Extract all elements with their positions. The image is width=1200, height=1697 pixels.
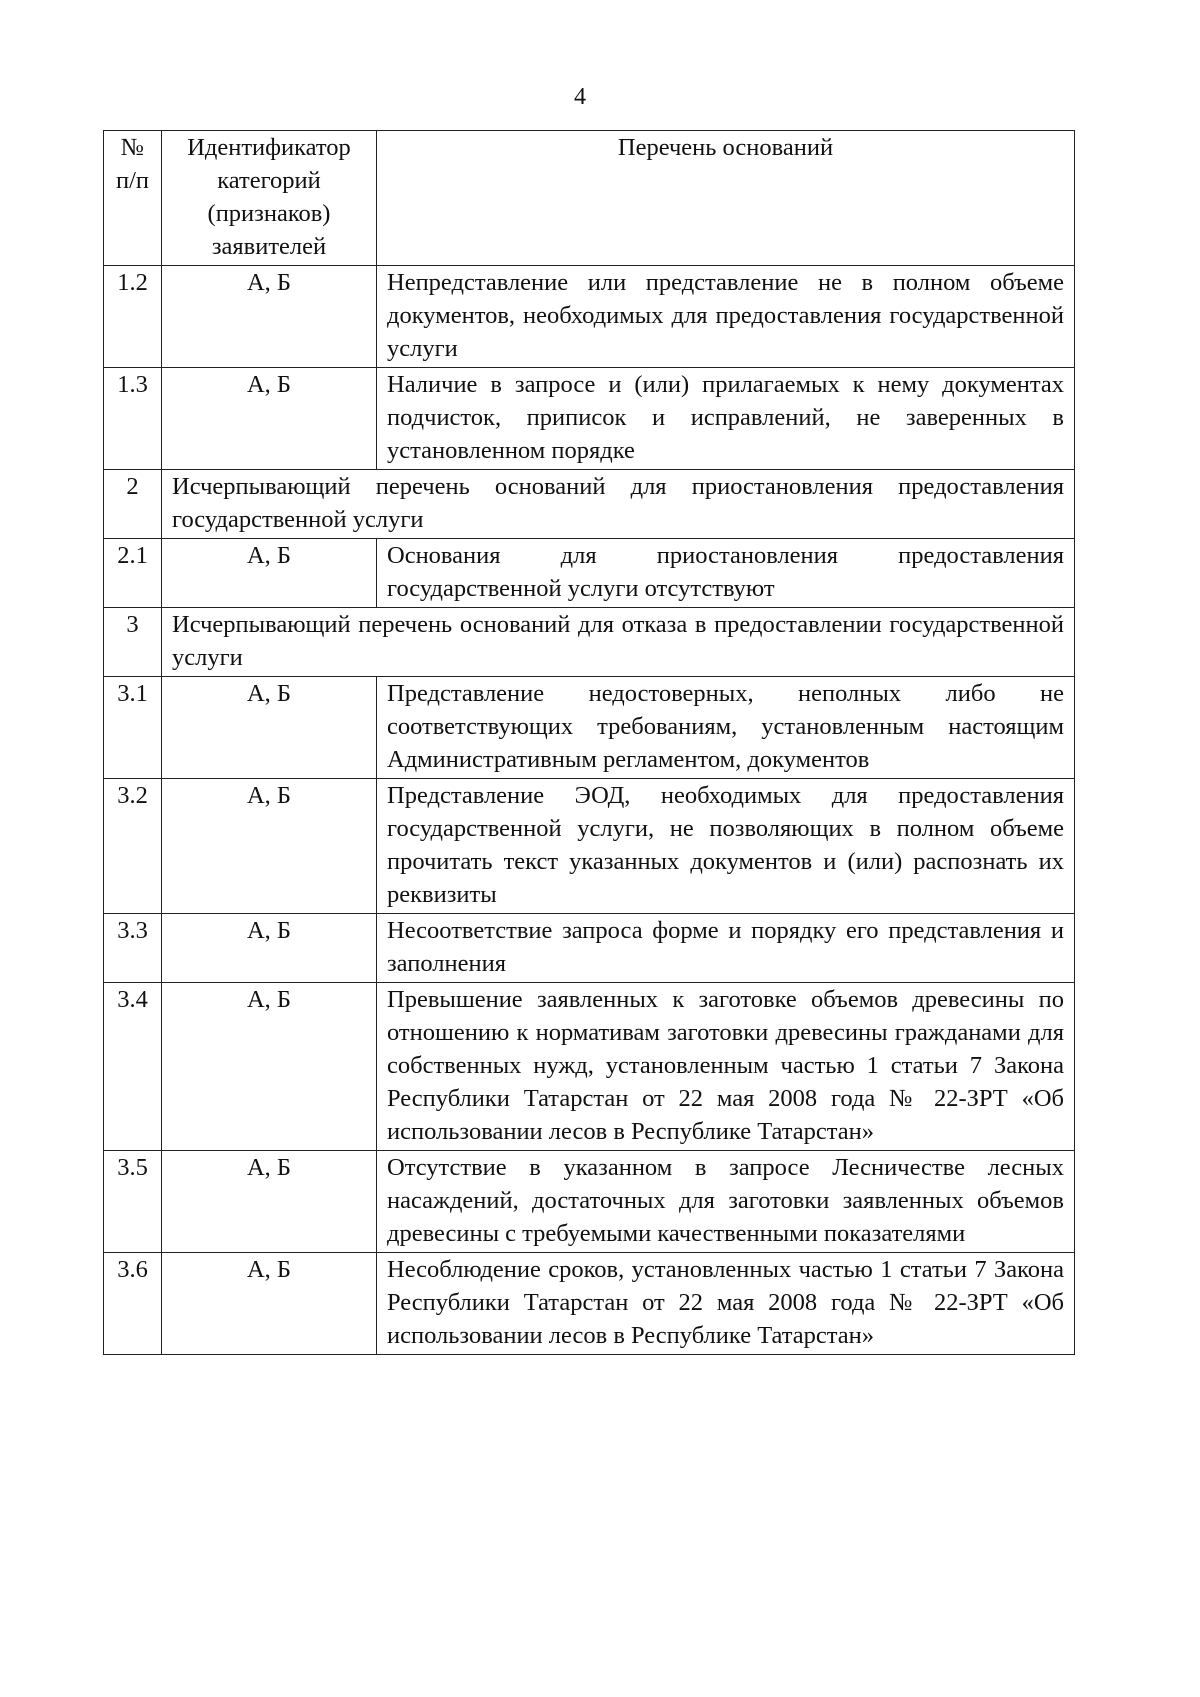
row-number: 3.6 (104, 1253, 162, 1355)
row-reason: Представление недостоверных, неполных либо не соответствующих требованиям, установленным настоящим Административным регламентом, документов (377, 677, 1075, 779)
header-identifier-line: (признаков) (207, 200, 331, 227)
row-number: 3.2 (104, 779, 162, 914)
row-reason: Отсутствие в указанном в запросе Лесничестве лесных насаждений, достаточных для заготовки заявленных объемов древесины с требуемыми качественными показателями (377, 1151, 1075, 1253)
row-identifier: А, Б (162, 266, 377, 368)
table-row (104, 1253, 1075, 1355)
row-identifier: А, Б (162, 677, 377, 779)
section-row (104, 470, 1075, 539)
grounds-table (103, 130, 1075, 1355)
header-identifier-line: заявителей (211, 233, 327, 260)
row-identifier: А, Б (162, 1253, 377, 1355)
row-identifier: А, Б (162, 779, 377, 914)
row-reason: Несоответствие запроса форме и порядку его представления и заполнения (377, 914, 1075, 983)
row-identifier: А, Б (162, 914, 377, 983)
row-number: 1.2 (104, 266, 162, 368)
section-row (104, 608, 1075, 677)
section-title: Исчерпывающий перечень оснований для приостановления предоставления государственной услуги (162, 470, 1075, 539)
row-identifier: А, Б (162, 368, 377, 470)
header-identifier-line: категорий (217, 167, 321, 194)
table-row (104, 779, 1075, 914)
row-number: 3.3 (104, 914, 162, 983)
table-row (104, 539, 1075, 608)
row-reason: Представление ЭОД, необходимых для предоставления государственной услуги, не позволяющих в полном объеме прочитать текст указанных документов и (или) распознать их реквизиты (377, 779, 1075, 914)
table-header-row (104, 131, 1075, 266)
table-row (104, 266, 1075, 368)
row-number: 3.4 (104, 983, 162, 1151)
section-number: 3 (104, 608, 162, 677)
row-number: 3.5 (104, 1151, 162, 1253)
header-identifier-line: Идентификатор (187, 134, 351, 161)
header-identifier (162, 131, 377, 266)
row-identifier: А, Б (162, 1151, 377, 1253)
header-number-line: № (120, 134, 145, 161)
row-number: 3.1 (104, 677, 162, 779)
section-number: 2 (104, 470, 162, 539)
table-row (104, 677, 1075, 779)
header-reasons: Перечень оснований (377, 131, 1075, 266)
table-row (104, 914, 1075, 983)
header-number-line: п/п (115, 167, 150, 194)
row-number: 1.3 (104, 368, 162, 470)
table-row (104, 1151, 1075, 1253)
page-number: 4 (574, 84, 586, 110)
row-reason: Основания для приостановления предоставления государственной услуги отсутствуют (377, 539, 1075, 608)
section-title: Исчерпывающий перечень оснований для отказа в предоставлении государственной услуги (162, 608, 1075, 677)
row-reason: Превышение заявленных к заготовке объемов древесины по отношению к нормативам заготовки древесины гражданами для собственных нужд, установленным частью 1 статьи 7 Закона Республики Татарстан от 22 мая 2008 года № 22-ЗРТ «Об использовании лесов в Республике Татарстан» (377, 983, 1075, 1151)
row-reason: Несоблюдение сроков, установленных частью 1 статьи 7 Закона Республики Татарстан от 22 мая 2008 года № 22-ЗРТ «Об использовании лесов в Республике Татарстан» (377, 1253, 1075, 1355)
table-row (104, 368, 1075, 470)
row-number: 2.1 (104, 539, 162, 608)
header-number (104, 131, 162, 266)
row-identifier: А, Б (162, 983, 377, 1151)
table-row (104, 983, 1075, 1151)
row-identifier: А, Б (162, 539, 377, 608)
row-reason: Наличие в запросе и (или) прилагаемых к нему документах подчисток, приписок и исправлений, не заверенных в установленном порядке (377, 368, 1075, 470)
row-reason: Непредставление или представление не в полном объеме документов, необходимых для предоставления государственной услуги (377, 266, 1075, 368)
